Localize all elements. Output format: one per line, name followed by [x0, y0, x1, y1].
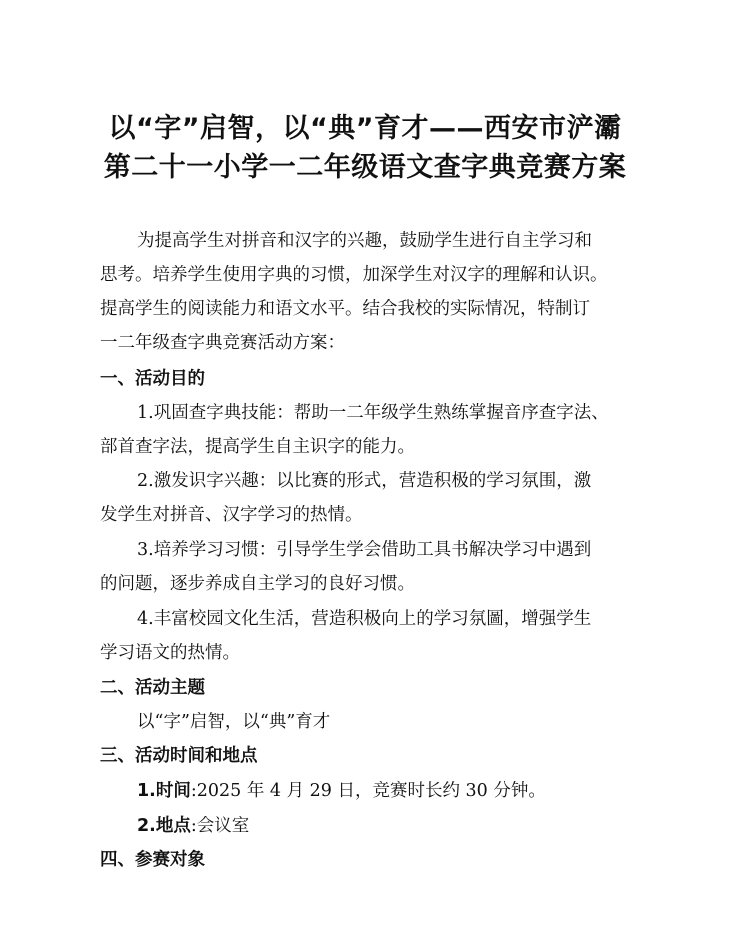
- section-heading-purpose: 一、活动目的: [100, 369, 205, 389]
- intro-paragraph-line: 一二年级查字典竞赛活动方案：: [100, 333, 345, 353]
- place-label: 2.地点: [137, 816, 191, 836]
- purpose-item-3-cont: 的问题，逐步养成自主学习的良好习惯。: [100, 574, 415, 594]
- theme-text: 以“字”启智，以“典”育才: [137, 712, 331, 732]
- purpose-item-2-cont: 发学生对拼音、汉字学习的热情。: [100, 505, 363, 525]
- purpose-item-3: 3.培养学习习惯：引导学生学会借助工具书解决学习中遇到: [137, 540, 592, 560]
- intro-paragraph-line: 为提高学生对拼音和汉字的兴趣，鼓励学生进行自主学习和: [137, 231, 592, 251]
- section-heading-time-place: 三、活动时间和地点: [100, 746, 258, 766]
- purpose-item-2: 2.激发识字兴趣：以比赛的形式，营造积极的学习氛围，激: [137, 471, 592, 491]
- document-title-line-1: 以“字”启智，以“典”育才——西安市浐灞: [108, 113, 622, 144]
- purpose-item-4-cont: 学习语文的热情。: [100, 643, 240, 663]
- purpose-item-1-cont: 部首查字法，提高学生自主识字的能力。: [100, 437, 415, 457]
- document-title-line-2: 第二十一小学一二年级语文查字典竞赛方案: [103, 152, 627, 183]
- time-label: 1.时间: [137, 781, 191, 801]
- section-heading-participants: 四、参赛对象: [100, 850, 205, 870]
- place-line: [137, 814, 249, 838]
- time-value: :2025 年 4 月 29 日，竞赛时长约 30 分钟。: [190, 781, 546, 801]
- section-heading-theme: 二、活动主题: [100, 678, 205, 698]
- intro-paragraph-line: 思考。培养学生使用字典的习惯，加深学生对汉字的理解和认识。: [100, 265, 608, 285]
- purpose-item-4: 4.丰富校园文化生活，营造积极向上的学习氛圖，增强学生: [137, 609, 592, 629]
- purpose-item-1: 1.巩固查字典技能：帮助一二年级学生熟练掌握音序查字法、: [137, 403, 609, 423]
- place-value: :会议室: [190, 816, 250, 836]
- time-line: [137, 779, 546, 803]
- intro-paragraph-line: 提高学生的阅读能力和语文水平。结合我校的实际情况，特制订: [100, 299, 590, 319]
